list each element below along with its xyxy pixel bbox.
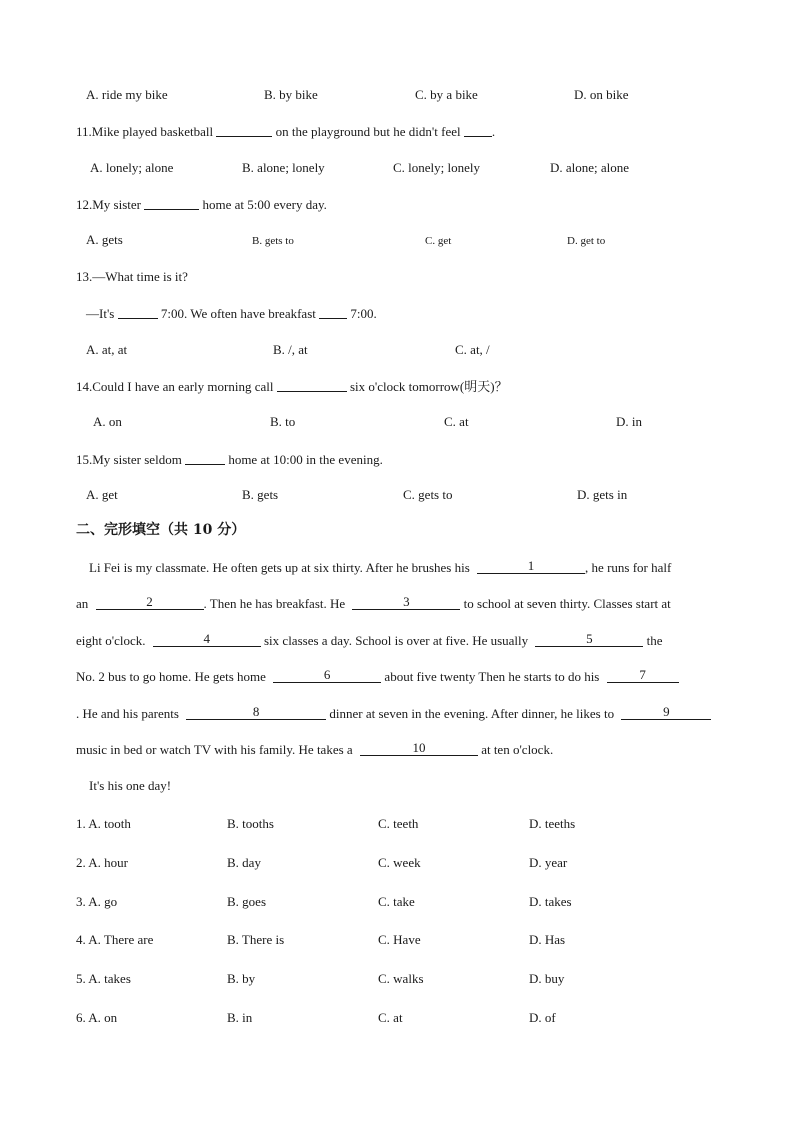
- answer-blank: [118, 306, 158, 319]
- cloze-blank-1: 1: [477, 561, 585, 574]
- question-14: 14.Could I have an early morning call six o'clock tomorrow(明天)？: [76, 379, 508, 394]
- answer-blank: [144, 197, 199, 210]
- cloze-option: B. tooths: [227, 816, 274, 831]
- option-a: A. on: [93, 414, 122, 429]
- passage-line-5: . He and his parents 8 dinner at seven in the evening. After dinner, he likes to 9: [76, 706, 711, 722]
- answer-blank: [319, 306, 347, 319]
- cloze-option: 6. A. on: [76, 1010, 118, 1025]
- cloze-option: C. at: [378, 1010, 403, 1025]
- passage-line-2: an 2 . Then he has breakfast. He 3 to school at seven thirty. Classes start at: [76, 594, 671, 611]
- option-c: C. at, /: [455, 342, 490, 357]
- cloze-option: B. goes: [227, 894, 266, 909]
- option-c: C. by a bike: [415, 87, 478, 102]
- option-b: B. by bike: [264, 87, 318, 102]
- cloze-option: 5. A. takes: [76, 971, 131, 986]
- passage-line-4: No. 2 bus to go home. He gets home 6 about five twenty Then he starts to do his 7: [76, 669, 679, 685]
- cloze-blank-5: 5: [535, 634, 643, 647]
- cloze-option: B. There is: [227, 932, 285, 947]
- option-c: C. get: [425, 235, 452, 247]
- cloze-blank-2: 2: [96, 597, 204, 610]
- answer-blank: [216, 124, 272, 137]
- cloze-option: C. week: [378, 855, 421, 870]
- cloze-option: B. by: [227, 971, 256, 986]
- answer-blank: [185, 452, 225, 465]
- cloze-option: D. teeths: [529, 816, 576, 831]
- question-11: 11.Mike played basketball on the playground but he didn't feel .: [76, 124, 496, 139]
- option-b: B. alone; lonely: [242, 160, 325, 175]
- cloze-option: C. take: [378, 894, 415, 909]
- option-a: A. gets: [86, 232, 123, 247]
- question-15: 15.My sister seldom home at 10:00 in the evening.: [76, 452, 383, 467]
- option-a: A. lonely; alone: [90, 160, 174, 175]
- cloze-blank-3: 3: [352, 597, 460, 610]
- option-c: C. at: [444, 414, 469, 429]
- option-d: D. in: [616, 414, 642, 429]
- cloze-option: 3. A. go: [76, 894, 118, 909]
- option-c: C. gets to: [403, 487, 453, 502]
- option-a: A. ride my bike: [86, 87, 168, 102]
- cloze-option: C. teeth: [378, 816, 419, 831]
- cloze-option: 1. A. tooth: [76, 816, 131, 831]
- cloze-blank-6: 6: [273, 670, 381, 683]
- cloze-blank-10: 10: [360, 743, 478, 756]
- question-13: 13.—What time is it?: [76, 269, 188, 284]
- section-heading: 二、完形填空（共 10 分）: [76, 522, 246, 538]
- option-b: B. to: [270, 414, 296, 429]
- option-c: C. lonely; lonely: [393, 160, 481, 175]
- passage-line-7: It's his one day!: [89, 778, 172, 793]
- option-a: A. get: [86, 487, 118, 502]
- cloze-option: 2. A. hour: [76, 855, 128, 870]
- cloze-option: B. in: [227, 1010, 253, 1025]
- cloze-option: D. buy: [529, 971, 565, 986]
- cloze-option: D. of: [529, 1010, 556, 1025]
- question-13-dialogue: —It's 7:00. We often have breakfast 7:00.: [86, 306, 377, 321]
- answer-blank: [277, 379, 347, 392]
- option-d: D. alone; alone: [550, 160, 630, 175]
- cloze-option: D. year: [529, 855, 568, 870]
- option-b: B. gets: [242, 487, 279, 502]
- passage-line-1: Li Fei is my classmate. He often gets up at six thirty. After he brushes his 1 , he runs for half: [89, 558, 672, 575]
- option-a: A. at, at: [86, 342, 128, 357]
- passage-line-3: eight o'clock. 4 six classes a day. School is over at five. He usually 5 the: [76, 631, 663, 648]
- question-12: 12.My sister home at 5:00 every day.: [76, 197, 327, 212]
- option-d: D. gets in: [577, 487, 628, 502]
- cloze-option: C. walks: [378, 971, 424, 986]
- cloze-option: D. Has: [529, 932, 566, 947]
- option-d: D. on bike: [574, 87, 629, 102]
- cloze-option: D. takes: [529, 894, 572, 909]
- cloze-option: 4. A. There are: [76, 932, 154, 947]
- option-b: B. gets to: [252, 235, 294, 247]
- answer-blank: [464, 124, 492, 137]
- cloze-option: C. Have: [378, 932, 421, 947]
- cloze-blank-7: 7: [607, 670, 679, 683]
- cloze-option: B. day: [227, 855, 261, 870]
- cloze-blank-8: 8: [186, 707, 326, 720]
- option-b: B. /, at: [273, 342, 308, 357]
- cloze-blank-9: 9: [621, 707, 711, 720]
- passage-line-6: music in bed or watch TV with his family. He takes a 10 at ten o'clock.: [76, 740, 554, 757]
- option-d: D. get to: [567, 235, 606, 247]
- cloze-blank-4: 4: [153, 634, 261, 647]
